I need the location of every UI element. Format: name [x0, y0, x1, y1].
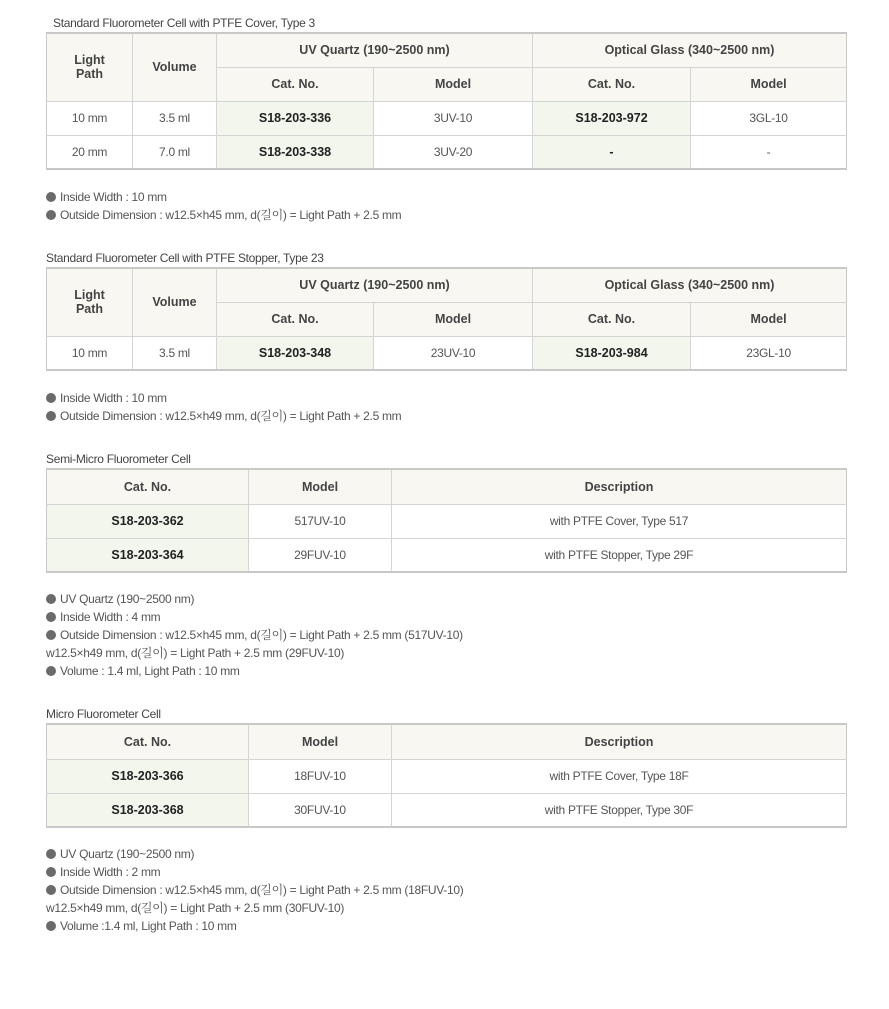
notes-type23: [46, 389, 401, 425]
bullet-dot-icon: [46, 210, 56, 220]
note-item: Inside Width : 2 mm: [46, 863, 463, 881]
note-item: Inside Width : 10 mm: [46, 389, 401, 407]
section-title: Semi-Micro Fluorometer Cell: [46, 452, 191, 466]
header-light-path: Light Path: [47, 268, 133, 336]
light-path-cell: 10 mm: [47, 101, 133, 135]
table-row: [47, 538, 847, 572]
cat-no-cell: S18-203-362: [47, 504, 249, 538]
model-cell: 3GL-10: [691, 101, 847, 135]
note-item: Inside Width : 10 mm: [46, 188, 401, 206]
notes-semi-micro: [46, 590, 463, 680]
note-item: Inside Width : 4 mm: [46, 608, 463, 626]
light-path-cell: 20 mm: [47, 135, 133, 169]
bullet-dot-icon: [46, 411, 56, 421]
header-uv-quartz: UV Quartz (190~2500 nm): [217, 268, 533, 302]
bullet-dot-icon: [46, 192, 56, 202]
volume-cell: 3.5 ml: [133, 101, 217, 135]
cat-no-cell: -: [533, 135, 691, 169]
model-cell: 30FUV-10: [249, 793, 392, 827]
note-item: Outside Dimension : w12.5×h45 mm, d(길이) = Light Path + 2.5 mm (18FUV-10): [46, 881, 463, 899]
notes-type3: [46, 188, 401, 224]
bullet-dot-icon: [46, 849, 56, 859]
header-cat-no: Cat. No.: [533, 302, 691, 336]
note-item: Volume :1.4 ml, Light Path : 10 mm: [46, 917, 463, 935]
header-cat-no: Cat. No.: [217, 67, 374, 101]
bullet-dot-icon: [46, 867, 56, 877]
table-row: [47, 101, 847, 135]
section-title: Standard Fluorometer Cell with PTFE Stopper, Type 23: [46, 251, 324, 265]
section-micro: [46, 706, 846, 828]
spec-table: [46, 32, 847, 170]
model-cell: 18FUV-10: [249, 759, 392, 793]
description-cell: with PTFE Stopper, Type 30F: [392, 793, 847, 827]
bullet-dot-icon: [46, 594, 56, 604]
section-semi-micro: [46, 451, 846, 573]
header-model: Model: [249, 724, 392, 759]
bullet-dot-icon: [46, 630, 56, 640]
spec-table: [46, 468, 847, 573]
header-model: Model: [691, 302, 847, 336]
cat-no-cell: S18-203-338: [217, 135, 374, 169]
table-row: [47, 793, 847, 827]
header-model: Model: [374, 67, 533, 101]
section-type23: [46, 250, 846, 371]
header-description: Description: [392, 724, 847, 759]
volume-cell: 7.0 ml: [133, 135, 217, 169]
bullet-dot-icon: [46, 393, 56, 403]
model-cell: 3UV-20: [374, 135, 533, 169]
section-title: Standard Fluorometer Cell with PTFE Cover, Type 3: [53, 16, 315, 30]
header-optical-glass: Optical Glass (340~2500 nm): [533, 268, 847, 302]
cat-no-cell: S18-203-984: [533, 336, 691, 370]
volume-cell: 3.5 ml: [133, 336, 217, 370]
cat-no-cell: S18-203-348: [217, 336, 374, 370]
note-item: Outside Dimension : w12.5×h45 mm, d(길이) = Light Path + 2.5 mm: [46, 206, 401, 224]
header-cat-no: Cat. No.: [47, 724, 249, 759]
note-item: UV Quartz (190~2500 nm): [46, 590, 463, 608]
cat-no-cell: S18-203-336: [217, 101, 374, 135]
model-cell: 23GL-10: [691, 336, 847, 370]
model-cell: -: [691, 135, 847, 169]
description-cell: with PTFE Cover, Type 18F: [392, 759, 847, 793]
model-cell: 29FUV-10: [249, 538, 392, 572]
header-uv-quartz: UV Quartz (190~2500 nm): [217, 33, 533, 67]
model-cell: 23UV-10: [374, 336, 533, 370]
cat-no-cell: S18-203-972: [533, 101, 691, 135]
notes-micro: [46, 845, 463, 935]
table-row: [47, 336, 847, 370]
header-description: Description: [392, 469, 847, 504]
cat-no-cell: S18-203-368: [47, 793, 249, 827]
note-item: Outside Dimension : w12.5×h49 mm, d(길이) = Light Path + 2.5 mm: [46, 407, 401, 425]
section-type3: [46, 15, 846, 170]
header-cat-no: Cat. No.: [217, 302, 374, 336]
note-continuation: w12.5×h49 mm, d(길이) = Light Path + 2.5 mm (30FUV-10): [46, 901, 345, 915]
note-item: Volume : 1.4 ml, Light Path : 10 mm: [46, 662, 463, 680]
spec-table: [46, 723, 847, 828]
spec-table: [46, 267, 847, 371]
note-item: UV Quartz (190~2500 nm): [46, 845, 463, 863]
model-cell: 3UV-10: [374, 101, 533, 135]
light-path-cell: 10 mm: [47, 336, 133, 370]
header-volume: Volume: [133, 268, 217, 336]
header-volume: Volume: [133, 33, 217, 101]
description-cell: with PTFE Cover, Type 517: [392, 504, 847, 538]
table-row: [47, 135, 847, 169]
header-model: Model: [374, 302, 533, 336]
bullet-dot-icon: [46, 885, 56, 895]
header-cat-no: Cat. No.: [47, 469, 249, 504]
model-cell: 517UV-10: [249, 504, 392, 538]
header-model: Model: [249, 469, 392, 504]
table-row: [47, 759, 847, 793]
cat-no-cell: S18-203-364: [47, 538, 249, 572]
header-light-path: Light Path: [47, 33, 133, 101]
header-optical-glass: Optical Glass (340~2500 nm): [533, 33, 847, 67]
bullet-dot-icon: [46, 666, 56, 676]
description-cell: with PTFE Stopper, Type 29F: [392, 538, 847, 572]
bullet-dot-icon: [46, 612, 56, 622]
note-item: Outside Dimension : w12.5×h45 mm, d(길이) = Light Path + 2.5 mm (517UV-10): [46, 626, 463, 644]
bullet-dot-icon: [46, 921, 56, 931]
note-continuation: w12.5×h49 mm, d(길이) = Light Path + 2.5 mm (29FUV-10): [46, 646, 345, 660]
header-cat-no: Cat. No.: [533, 67, 691, 101]
cat-no-cell: S18-203-366: [47, 759, 249, 793]
table-row: [47, 504, 847, 538]
header-model: Model: [691, 67, 847, 101]
section-title: Micro Fluorometer Cell: [46, 707, 161, 721]
